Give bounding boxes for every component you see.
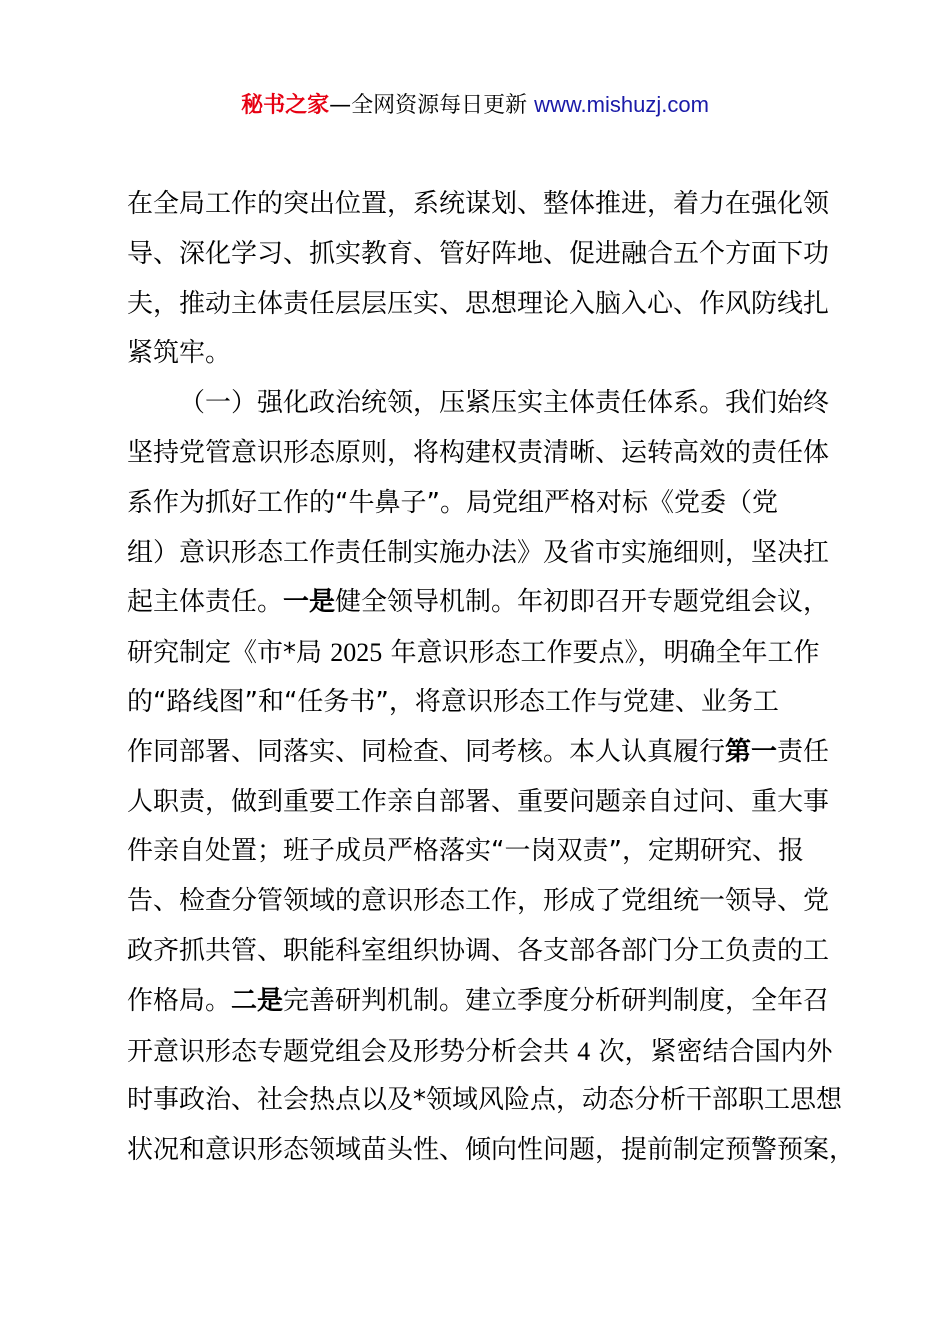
count-number: 4 [577, 1036, 591, 1066]
text-run: 次，紧密结合国内外 [590, 1036, 833, 1067]
document-body [127, 180, 856, 1176]
text-run: 作格局。 [127, 985, 232, 1016]
text-run: 年意识形态工作要点》，明确全年工作 [382, 638, 820, 669]
year-number: 2025 [330, 638, 383, 668]
text-line: 坚持党管意识形态原则，将构建权责清晰、运转高效的责任体 [127, 437, 830, 468]
text-line: 人职责，做到重要工作亲自部署、重要问题亲自过问、重大事 [127, 786, 830, 817]
text-line: 件亲自处置；班子成员严格落实“一岗双责”，定期研究、报 [127, 836, 804, 867]
text-line: 在全局工作的突出位置，系统谋划、整体推进，着力在强化领 [127, 189, 830, 219]
text-run: 完善研判机制。建立季度分析研判制度，全年召 [283, 985, 830, 1016]
page-header [0, 88, 950, 123]
text-line: 政齐抓共管、职能科室组织协调、各支部各部门分工负责的工 [127, 935, 830, 966]
text-run: 开意识形态专题党组会及形势分析会共 [127, 1036, 578, 1067]
text-line: 紧筑牢。 [127, 338, 232, 369]
bold-marker: 一是 [283, 587, 336, 618]
header-tagline: —全网资源每日更新 [329, 93, 535, 118]
text-line [127, 728, 835, 778]
text-line: 告、检查分管领域的意识形态工作，形成了党组统一领导、党 [127, 886, 830, 917]
bold-marker: 第一 [725, 736, 778, 767]
text-run: 研究制定《市*局 [127, 638, 331, 669]
site-url-link[interactable]: www.mishuzj.com [534, 92, 709, 117]
section-heading-text: （一）强化政治统领，压紧压实主体责任体系。我们始终 [179, 388, 830, 419]
text-line: 导、深化学习、抓实教育、管好阵地、促进融合五个方面下功 [127, 238, 830, 269]
text-line: 的“路线图”和“任务书”，将意识形态工作与党建、业务工 [127, 686, 779, 717]
text-line [127, 1027, 835, 1077]
text-run: 健全领导机制。年初即召开专题党组会议， [335, 587, 830, 618]
text-line [127, 977, 835, 1027]
text-line [127, 628, 835, 678]
text-line [127, 578, 835, 628]
text-line: 组）意识形态工作责任制实施办法》及省市实施细则，坚决扛 [127, 537, 830, 568]
brand-name: 秘书之家 [241, 93, 330, 118]
bold-marker: 二是 [231, 985, 284, 1016]
text-line: 夫，推动主体责任层层压实、思想理论入脑入心、作风防线扎 [127, 288, 830, 319]
section-heading-line [127, 379, 835, 429]
text-run: 起主体责任。 [127, 587, 284, 618]
text-line: 状况和意识形态领域苗头性、倾向性问题，提前制定预警预案， [127, 1135, 856, 1166]
text-run: 责任 [777, 736, 830, 767]
text-line: 时事政治、社会热点以及*领域风险点，动态分析干部职工思想 [127, 1085, 843, 1116]
text-line: 系作为抓好工作的“牛鼻子”。局党组严格对标《党委（党 [127, 487, 778, 518]
text-run: 作同部署、同落实、同检查、同考核。本人认真履行 [127, 736, 726, 767]
